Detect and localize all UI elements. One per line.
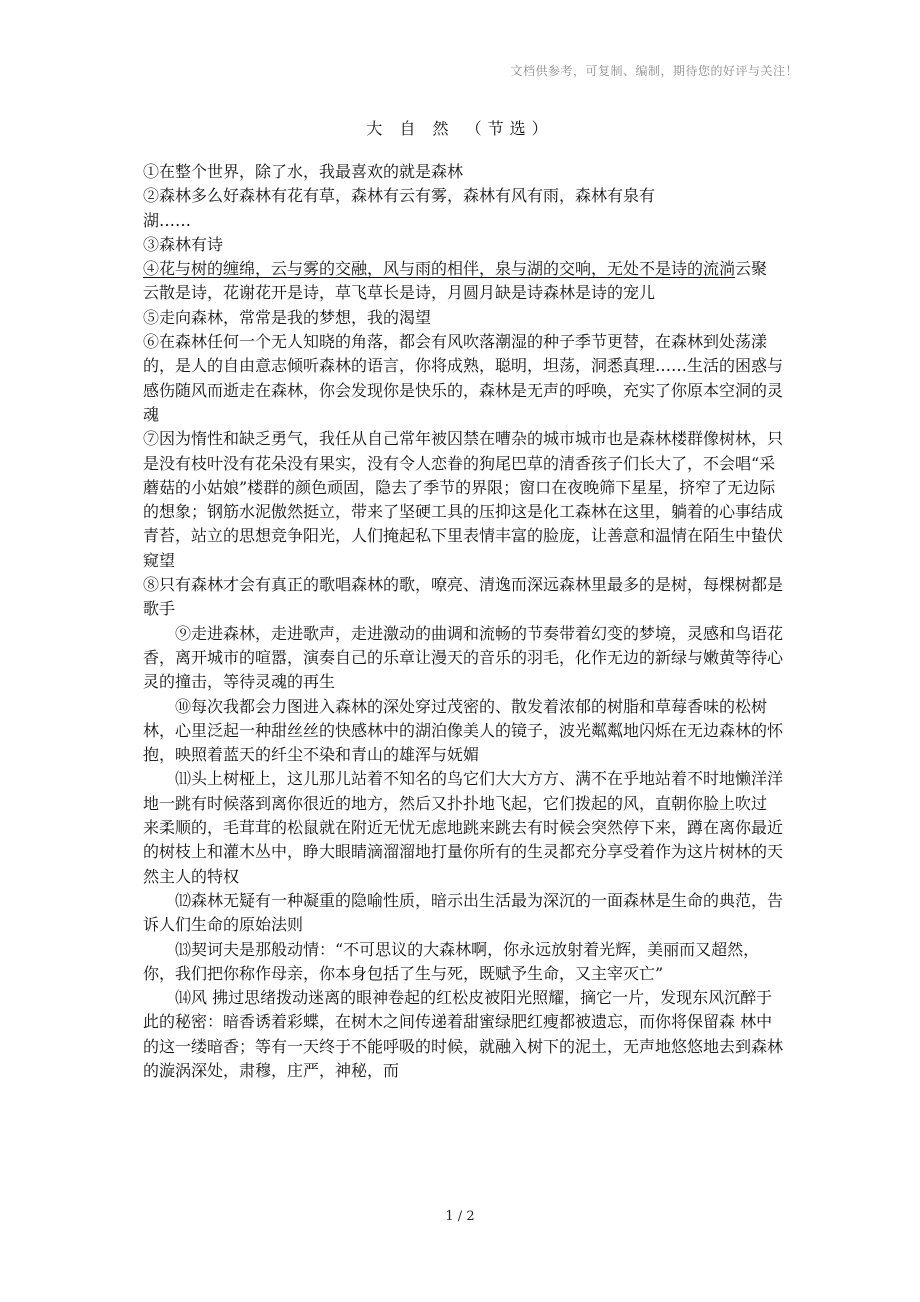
- paragraph-4-rest: 云聚云散是诗，花谢花开是诗，草飞草长是诗，月圆月缺是诗森林是诗的宠儿: [143, 259, 768, 303]
- paragraph-4: [143, 257, 783, 306]
- paragraph-10: ⑩每次我都会力图进入森林的深处穿过茂密的、散发着浓郁的树脂和草莓香味的松树林，心里泛起一种甜丝丝的快感林中的湖泊像美人的镜子，波光粼粼地闪烁在无边森林的怀抱，映照着蓝天的纤尘不染和青山的雄浑与妩媚: [143, 696, 784, 765]
- page-title: 大 自 然 （节选）: [366, 119, 554, 138]
- page-number: 1 / 2: [445, 1209, 475, 1224]
- paragraph-12: ⑿森林无疑有一种凝重的隐喻性质，暗示出生活最为深沉的一面森林是生命的典范，告诉人们生命的原始法则: [143, 890, 784, 935]
- paragraph-7: ⑦因为惰性和缺乏勇气，我任从自己常年被囚禁在嘈杂的城市城市也是森林楼群像树林，只是没有枝叶没有花朵没有果实，没有令人恋眷的狗尾巴草的清香孩子们长大了，不会唱“采蘑菇的小姑娘”楼群的颜色顽固，隐去了季节的界限；窗口在夜晚筛下星星，挤窄了无边际的想象；钢筋水泥傲然挺立，带来了坚硬工具的压抑这是化工森林在这里，躺着的心事结成青苔，站立的思想竞争阳光，人们掩起私下里表情丰富的脸庞，让善意和温情在陌生中蛰伏窥望: [143, 429, 784, 570]
- header-note: 文档供参考，可复制、编制，期待您的好评与关注！: [510, 64, 798, 78]
- paragraph-11: ⑾头上树桠上，这儿那儿站着不知名的鸟它们大大方方、满不在乎地站着不时地懒洋洋地一跳有时候落到离你很近的地方，然后又扑扑地飞起，它们拨起的风，直朝你脸上吹过: [143, 769, 784, 813]
- paragraph-2: ②森林多么好森林有花有草，森林有云有雾，森林有风有雨，森林有泉有: [143, 186, 656, 206]
- paragraph-9: ⑨走进森林，走进歌声，走进激动的曲调和流畅的节奏带着幻变的梦境，灵感和鸟语花香，离开城市的喧嚣，演奏自己的乐章让漫天的音乐的羽毛，化作无边的新绿与嫩黄等待心灵的撞击，等待灵魂的再生: [143, 623, 784, 692]
- paragraph-13: ⒀契诃夫是那般动情：“不可思议的大森林啊，你永远放射着光辉，美丽而又超然，你，我们把你称作母亲，你本身包括了生与死，既赋予生命，又主宰灭亡”: [143, 939, 760, 983]
- paragraph-14: ⒁风 拂过思绪拨动迷离的眼神卷起的红松皮被阳光照耀，摘它一片，发现东风沉醉于此的秘密：暗香诱着彩蝶，在树木之间传递着甜蜜绿肥红瘦都被遗忘，而你将保留森 林中的这一缕暗香；等有一天终于不能呼吸的时候，就融入树下的泥土，无声地悠悠地去到森林的漩涡深处，肃穆，庄严，神秘，而: [143, 988, 784, 1080]
- paragraph-5: ⑤走向森林，常常是我的梦想，我的渴望: [143, 307, 432, 327]
- underlined-text: ④花与树的缠绵，云与雾的交融，风与雨的相伴，泉与湖的交响，无处不是诗的流淌: [143, 259, 736, 279]
- paragraph-3: ③森林有诗: [143, 234, 224, 254]
- article-body: [143, 160, 783, 1083]
- paragraph-8: ⑧只有森林才会有真正的歌唱森林的歌，嘹亮、清逸而深远森林里最多的是树，每棵树都是歌手: [143, 575, 784, 619]
- paragraph-6: ⑥在森林任何一个无人知晓的角落，都会有风吹落潮湿的种子季节更替，在森林到处荡漾的，是人的自由意志倾听森林的语言，你将成熟，聪明，坦荡，洞悉真理……生活的困惑与感伤随风而逝走在森林，你会发现你是快乐的，森林是无声的呼唤，充实了你原本空洞的灵魂: [143, 332, 784, 424]
- paragraph-2-continued: 湖……: [143, 210, 192, 230]
- paragraph-1: ①在整个世界，除了水，我最喜欢的就是森林: [143, 162, 464, 181]
- paragraph-11-continued: 来柔顺的，毛茸茸的松鼠就在附近无忧无虑地跳来跳去有时候会突然停下来，蹲在离你最近的树枝上和灌木丛中，睁大眼睛滴溜溜地打量你所有的生灵都充分享受着作为这片树林的天然主人的特权: [143, 818, 784, 886]
